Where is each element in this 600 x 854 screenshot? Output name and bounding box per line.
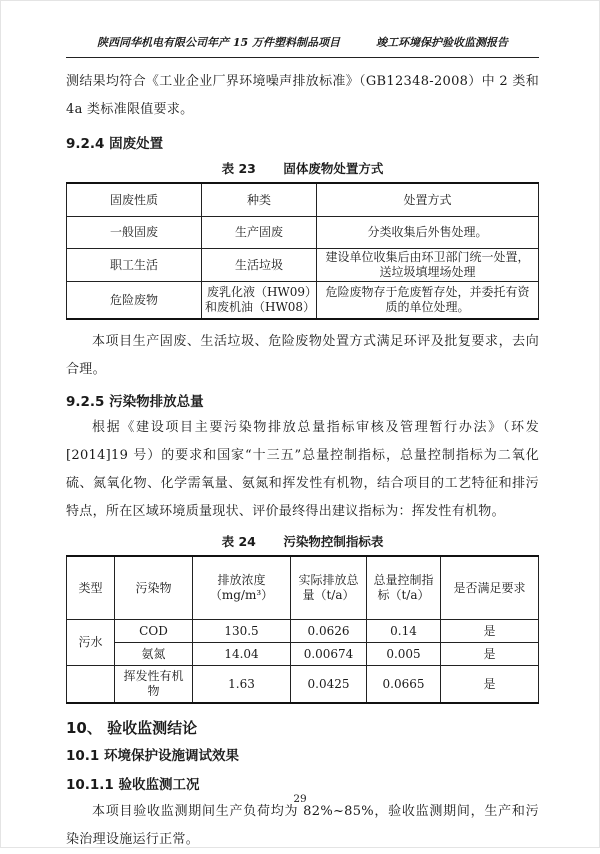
table-header-row (67, 183, 539, 217)
table-row-ammonia-nitrogen (67, 643, 539, 666)
paragraph-monitoring-load: 本项目验收监测期间生产负荷均为 82%~85%，验收监测期间，生产和污染治理设施运行正常。 (66, 804, 539, 847)
table-cell: 1.63 (193, 666, 291, 704)
column-header-control-limit: 总量控制指标（t/a） (367, 556, 441, 620)
table-cell: 130.5 (193, 620, 291, 643)
table-row-hazardous-waste (67, 282, 539, 320)
table-cell: 0.0626 (291, 620, 367, 643)
table-cell: 0.00674 (291, 643, 367, 666)
header-report-title: 竣工环境保护验收监测报告 (375, 36, 508, 49)
table-cell: 危险废物存于危废暂存处，并委托有资质的单位处理。 (317, 282, 539, 320)
table-cell: 废乳化液（HW09）和废机油（HW08） (202, 282, 317, 320)
table-cell: 一般固废 (67, 217, 202, 249)
table-row-cod (67, 620, 539, 643)
column-header-meets-requirement: 是否满足要求 (441, 556, 539, 620)
table-23-caption-label: 表 23 (221, 161, 256, 176)
table-24-caption-title: 污染物控制指标表 (283, 534, 384, 549)
table-header-row (67, 556, 539, 620)
table-row-general-waste (67, 217, 539, 249)
heading-10-1-1-monitoring-conditions: 10.1.1 验收监测工况 (66, 777, 200, 793)
table-24-caption (66, 534, 539, 550)
table-cell: 是 (441, 666, 539, 704)
page-number: 29 (293, 793, 307, 805)
paragraph-total-emission-basis: 根据《建设项目主要污染物排放总量指标审核及管理暂行办法》（环发[2014]19 号）的要求和国家“十三五”总量控制指标，总量控制指标为二氧化硫、氮氧化物、化学需氧量、氨氮和挥发性有机物，结合项目的工艺特征和排污特点，所在区域环境质量现状、评价最终得出建议指标为：挥发性有机物。 (66, 420, 539, 519)
heading-10-1-facility-debug-effect: 10.1 环境保护设施调试效果 (66, 748, 240, 764)
table-pollutant-control-indicators (66, 555, 539, 704)
column-header-type: 类型 (67, 556, 115, 620)
paragraph-noise-conclusion: 测结果均符合《工业企业厂界环境噪声排放标准》（GB12348-2008）中 2 类和 4a 类标准限值要求。 (66, 74, 539, 117)
heading-9-2-5-total-emissions: 9.2.5 污染物排放总量 (66, 394, 204, 410)
column-header-disposal-method: 处置方式 (317, 183, 539, 217)
table-cell: 职工生活 (67, 249, 202, 282)
table-cell-type-empty (67, 666, 115, 704)
table-cell: 氨氮 (115, 643, 193, 666)
table-23-caption (66, 161, 539, 177)
heading-10-conclusion: 10、 验收监测结论 (66, 719, 198, 737)
table-24-caption-label: 表 24 (221, 534, 256, 549)
heading-9-2-4-solid-waste: 9.2.4 固废处置 (66, 136, 164, 152)
column-header-waste-kind: 种类 (202, 183, 317, 217)
column-header-actual-total: 实际排放总量（t/a） (291, 556, 367, 620)
table-solid-waste-disposal (66, 182, 539, 320)
column-header-concentration: 排放浓度（mg/m³） (193, 556, 291, 620)
page-header (66, 35, 539, 58)
header-project-title: 陕西同华机电有限公司年产 15 万件塑料制品项目 (97, 36, 340, 49)
table-cell: COD (115, 620, 193, 643)
table-cell: 是 (441, 643, 539, 666)
table-cell: 0.0665 (367, 666, 441, 704)
table-cell: 0.0425 (291, 666, 367, 704)
table-cell: 建设单位收集后由环卫部门统一处置，送垃圾填埋场处理 (317, 249, 539, 282)
table-cell: 是 (441, 620, 539, 643)
column-header-pollutant: 污染物 (115, 556, 193, 620)
paragraph-solid-waste-conclusion: 本项目生产固废、生活垃圾、危险废物处置方式满足环评及批复要求，去向合理。 (66, 334, 539, 377)
table-cell: 14.04 (193, 643, 291, 666)
table-row-domestic-waste (67, 249, 539, 282)
table-cell: 生产固废 (202, 217, 317, 249)
table-cell: 分类收集后外售处理。 (317, 217, 539, 249)
table-23-caption-title: 固体废物处置方式 (283, 161, 384, 176)
column-header-waste-nature: 固废性质 (67, 183, 202, 217)
table-row-voc (67, 666, 539, 704)
table-cell: 0.005 (367, 643, 441, 666)
table-cell: 危险废物 (67, 282, 202, 320)
table-cell: 0.14 (367, 620, 441, 643)
table-cell-type-wastewater: 污水 (67, 620, 115, 666)
table-cell: 生活垃圾 (202, 249, 317, 282)
table-cell: 挥发性有机物 (115, 666, 193, 704)
